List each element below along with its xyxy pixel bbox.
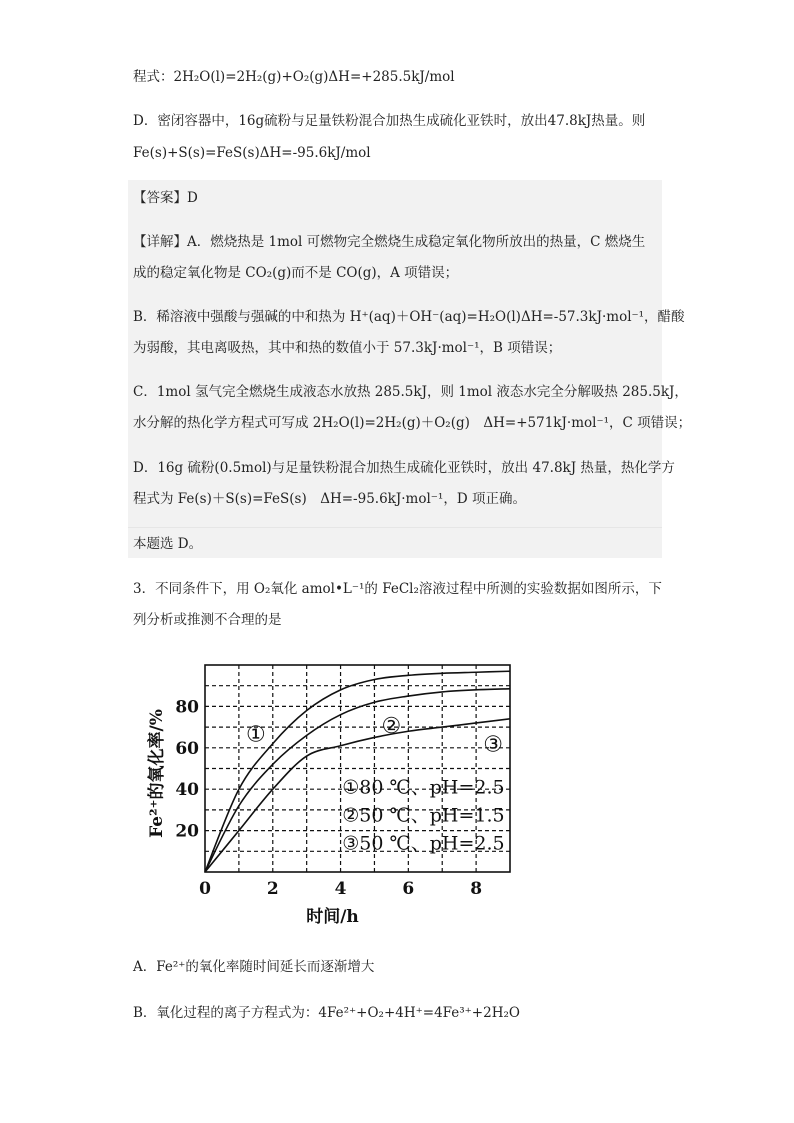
answer-label: 【答案】D xyxy=(133,190,198,206)
question-3: 3．不同条件下，用 O₂氧化 amol•L⁻¹的 FeCl₂溶液过程中所测的实验数据如图所示，下 xyxy=(133,581,662,597)
series-label-1: ① xyxy=(245,722,266,748)
y-tick-label: 20 xyxy=(175,821,199,842)
series-label-2: ② xyxy=(381,714,402,740)
series-label-3: ③ xyxy=(483,732,503,758)
y-tick-label: 80 xyxy=(175,697,199,718)
legend-entry: ③50 ℃、pH=2.5 xyxy=(342,832,505,855)
explanation-line: 为弱酸，其电离吸热，其中和热的数值小于 57.3kJ·mol⁻¹，B 项错误； xyxy=(133,340,562,356)
x-axis-label: 时间/h xyxy=(306,907,359,927)
x-tick-label: 8 xyxy=(470,879,483,899)
x-tick-label: 6 xyxy=(402,879,415,899)
option-a: A．Fe²⁺的氧化率随时间延长而逐渐增大 xyxy=(133,959,375,975)
option-b: B．氧化过程的离子方程式为：4Fe²⁺+O₂+4H⁺=4Fe³⁺+2H₂O xyxy=(133,1005,520,1021)
x-tick-label: 0 xyxy=(199,879,211,899)
explanation-line: C．1mol 氢气完全燃烧生成液态水放热 285.5kJ，则 1mol 液态水完全分解吸热 285.5kJ， xyxy=(133,384,688,400)
y-tick-label: 40 xyxy=(175,780,199,801)
legend-entry: ①80 ℃、pH=2.5 xyxy=(342,776,505,799)
explanation-line: B．稀溶液中强酸与强碱的中和热为 H⁺(aq)＋OH⁻(aq)=H₂O(l)ΔH=-57.3kJ·mol⁻¹，醋酸 xyxy=(133,309,685,325)
explanation-line: 【详解】A．燃烧热是 1mol 可燃物完全燃烧生成稳定氧化物所放出的热量，C 燃烧生 xyxy=(133,234,646,250)
x-tick-label: 2 xyxy=(266,879,279,899)
conclusion-line: 本题选 D。 xyxy=(133,536,203,552)
explanation-line: 成的稳定氧化物是 CO₂(g)而不是 CO(g)，A 项错误； xyxy=(133,265,459,281)
explanation-line: 水分解的热化学方程式可写成 2H₂O(l)=2H₂(g)＋O₂(g) ΔH=+571kJ·mol⁻¹，C 项错误； xyxy=(133,415,692,431)
y-axis-label: Fe²⁺的氧化率/% xyxy=(147,709,167,838)
oxidation-rate-chart xyxy=(140,650,520,935)
explanation-line: 程式为 Fe(s)＋S(s)=FeS(s) ΔH=-95.6kJ·mol⁻¹，D 项正确。 xyxy=(133,491,526,507)
explanation-line: D．16g 硫粉(0.5mol)与足量铁粉混合加热生成硫化亚铁时，放出 47.8kJ 热量，热化学方 xyxy=(133,460,675,476)
divider xyxy=(128,527,662,528)
text-line: 程式：2H₂O(l)=2H₂(g)+O₂(g)ΔH=+285.5kJ/mol xyxy=(133,69,455,85)
option-d: D．密闭容器中，16g硫粉与足量铁粉混合加热生成硫化亚铁时，放出47.8kJ热量。则 xyxy=(133,113,646,129)
question-3-cont: 列分析或推测不合理的是 xyxy=(133,612,282,628)
y-tick-label: 60 xyxy=(175,738,199,759)
legend-entry: ②50 ℃、pH=1.5 xyxy=(342,804,505,827)
x-tick-label: 4 xyxy=(334,879,347,899)
chart-legend xyxy=(342,776,504,854)
text-line: Fe(s)+S(s)=FeS(s)ΔH=-95.6kJ/mol xyxy=(133,145,371,161)
